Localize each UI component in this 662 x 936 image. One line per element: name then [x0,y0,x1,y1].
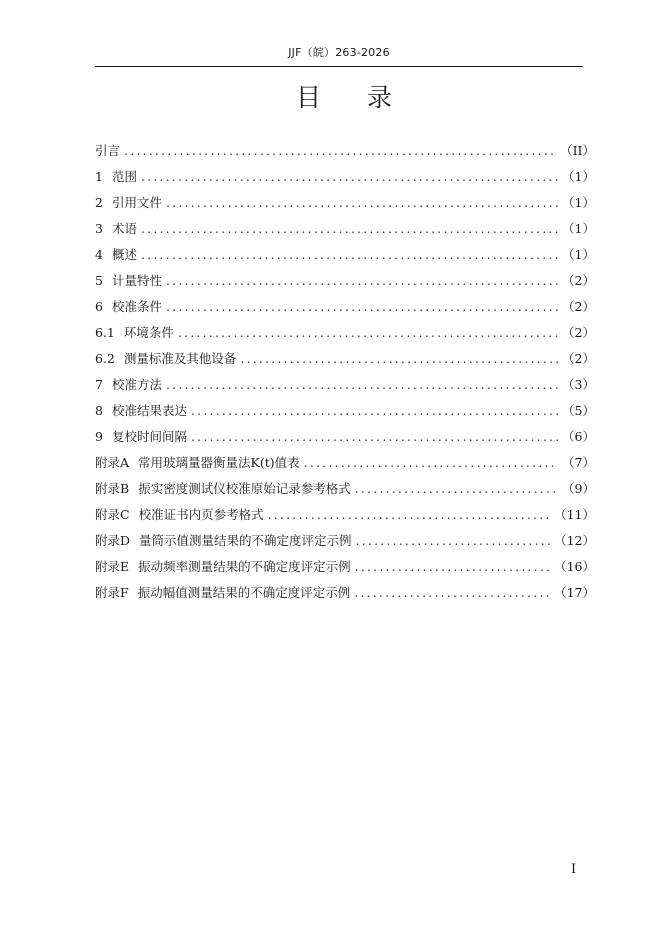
toc-entry-title: 计量特性 [111,273,162,288]
toc-entry-number: 附录C [95,507,130,522]
dot-leader [356,533,551,548]
toc-page-number: （12） [554,533,595,548]
toc-entry-number: 1 [95,169,103,184]
toc-entry-number: 7 [95,377,103,392]
dot-leader [240,351,558,366]
toc-entry-number: 附录F [95,585,129,600]
toc-entry-title: 引言 [95,143,121,158]
document-header: JJF（皖）263-2026 [288,46,390,59]
toc-page-number: （1） [562,195,595,210]
toc-entry-1[interactable] [95,167,595,193]
header-rule [95,66,583,67]
toc-entry-title: 振实密度测试仪校准原始记录参考格式 [138,481,351,496]
title-char-2: 录 [367,83,395,112]
toc-entry-title: 术语 [111,221,137,236]
toc-entry-number: 8 [95,403,103,418]
toc-page-number: （11） [554,507,595,522]
toc-entry-7[interactable] [95,375,595,401]
dot-leader [354,585,550,600]
toc-page-number: （1） [562,169,595,184]
toc-entry-title: 常用玻璃量器衡量法K(t)值表 [138,455,300,470]
toc-page-number: （1） [562,221,595,236]
title-char-1: 目 [295,83,323,112]
toc-page-number: （2） [562,325,595,340]
dot-leader [178,325,558,340]
toc-entry-title: 环境条件 [123,325,174,340]
toc-entry-title: 振动频率测量结果的不确定度评定示例 [138,559,351,574]
page-number: I [571,862,577,877]
toc-entry-number: 6.1 [95,325,115,340]
toc-entry-title: 概述 [111,247,137,262]
dot-leader [166,195,558,210]
toc-entry-6[interactable] [95,297,595,323]
toc-entry-4[interactable] [95,245,595,271]
toc-entry-appendix-c[interactable] [95,505,595,531]
dot-leader [166,299,558,314]
toc-page-number: （16） [554,559,595,574]
toc-entry-number: 附录D [95,533,131,548]
toc-entry-title: 校准证书内页参考格式 [138,507,264,522]
toc-page-number: （2） [562,351,595,366]
toc-entry-title: 复校时间间隔 [111,429,187,444]
toc-page-number: （5） [562,403,595,418]
toc-page-number: （3） [562,377,595,392]
toc-entry-number: 附录E [95,559,130,574]
toc-entry-title: 校准条件 [111,299,162,314]
dot-leader [304,455,558,470]
toc-entry-number: 9 [95,429,103,444]
page-title [95,78,595,114]
toc-page-number: （1） [562,247,595,262]
toc-entry-9[interactable] [95,427,595,453]
dot-leader [141,221,558,236]
toc-entry-2[interactable] [95,193,595,219]
toc-entry-title: 测量标准及其他设备 [123,351,237,366]
toc-entry-number: 6.2 [95,351,115,366]
toc-entry-number: 3 [95,221,103,236]
dot-leader [191,429,558,444]
toc-entry-5[interactable] [95,271,595,297]
dot-leader [268,507,551,522]
dot-leader [191,403,558,418]
toc-entry-number: 附录B [95,481,130,496]
toc-entry-number: 6 [95,299,103,314]
toc-entry-6-2[interactable] [95,349,595,375]
dot-leader [355,481,558,496]
toc-entry-appendix-b[interactable] [95,479,595,505]
dot-leader [141,169,558,184]
toc-entry-8[interactable] [95,401,595,427]
toc-entry-6-1[interactable] [95,323,595,349]
dot-leader [166,377,558,392]
toc-entry-title: 校准结果表达 [111,403,187,418]
toc-entry-number: 附录A [95,455,130,470]
dot-leader [355,559,550,574]
toc-entry-appendix-a[interactable] [95,453,595,479]
toc-entry-intro[interactable] [95,141,595,167]
dot-leader [141,247,558,262]
toc-entry-appendix-f[interactable] [95,583,595,609]
toc-page-number: （17） [554,585,595,600]
toc-page-number: （II） [560,143,595,158]
toc-entry-number: 5 [95,273,103,288]
table-of-contents [95,141,595,609]
dot-leader [166,273,558,288]
toc-page-number: （7） [562,455,595,470]
toc-entry-appendix-d[interactable] [95,531,595,557]
toc-entry-number: 4 [95,247,103,262]
toc-entry-appendix-e[interactable] [95,557,595,583]
toc-page-number: （6） [562,429,595,444]
toc-entry-3[interactable] [95,219,595,245]
toc-entry-title: 范围 [111,169,137,184]
toc-entry-number: 2 [95,195,103,210]
toc-page-number: （2） [562,299,595,314]
toc-entry-title: 引用文件 [111,195,162,210]
dot-leader [124,143,556,158]
toc-page-number: （9） [562,481,595,496]
toc-entry-title: 量筒示值测量结果的不确定度评定示例 [139,533,352,548]
toc-entry-title: 振动幅值测量结果的不确定度评定示例 [137,585,351,600]
toc-page-number: （2） [562,273,595,288]
toc-entry-title: 校准方法 [111,377,162,392]
